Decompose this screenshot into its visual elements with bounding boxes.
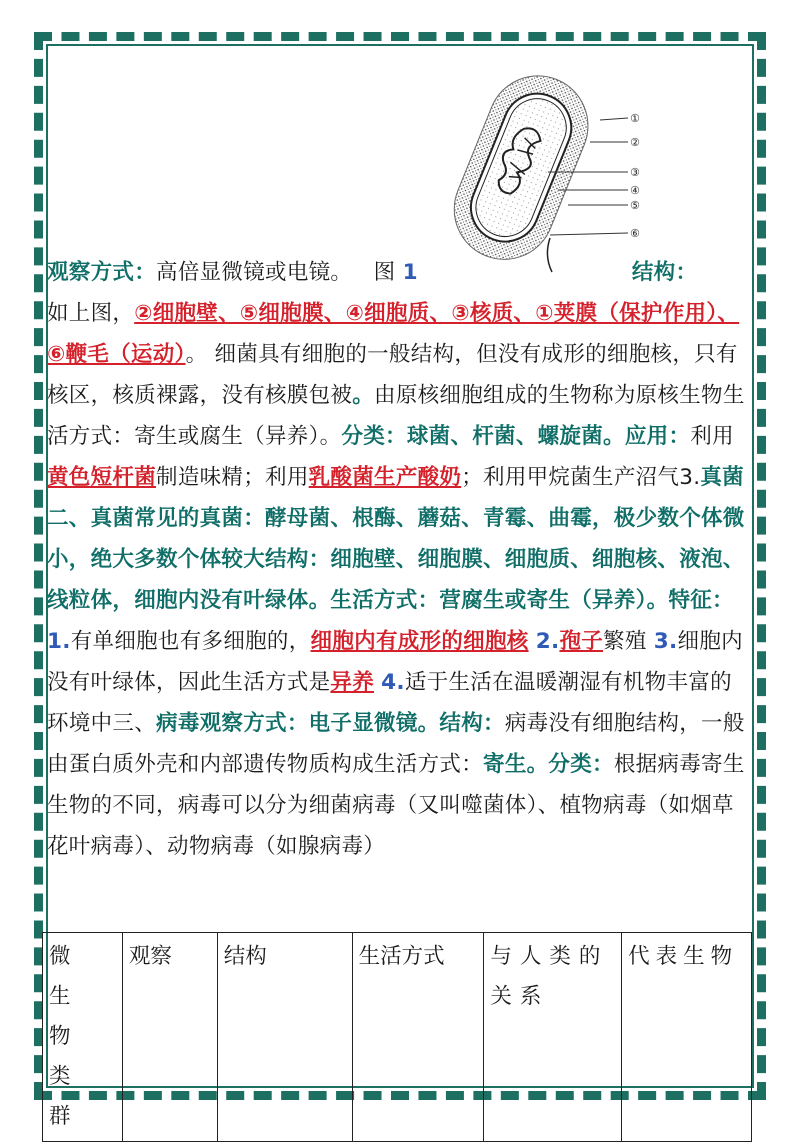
highlight-spore: 孢子 [559, 629, 604, 654]
fungi-feature-2: 繁殖 [603, 629, 654, 654]
callout-5: ⑤ [630, 199, 640, 212]
body-paragraph [47, 293, 752, 867]
fungi-feature-1: 有单细胞也有多细胞的， [70, 629, 311, 654]
callout-1: ① [630, 112, 640, 125]
highlight-corynebacterium: 黄色短杆菌 [47, 465, 157, 490]
use-text-1: 利用 [690, 424, 734, 449]
structure-label: 结构： [631, 260, 698, 285]
virus-classification-text: 根据病毒寄生生物的不同，病毒可以分为细菌病毒（又叫噬菌体）、植物病毒（如烟草花叶病毒）、动物病毒（如腺病毒） [47, 752, 745, 859]
fungi-text: 真菌二、真菌常见的真菌：酵母菌、根酶、蘑菇、青霉、曲霉，极少数个体微小，绝大多数个体较大结构：细胞壁、细胞膜、细胞质、细胞核、液泡、线粒体，细胞内没有叶绿体。生活方式：营腐生或寄生（异养）。特征： [47, 465, 745, 613]
prokaryote-text: 由原核细胞组成的生物称为原核生物生活方式：寄生或腐生（异养）。 [47, 383, 745, 449]
header-lifestyle: 生活方式 [352, 933, 484, 1142]
table-header-row [43, 933, 752, 1142]
use-text-3: ；利用甲烷菌生产沼气3. [461, 465, 701, 490]
classification-text: 分类：球菌、杆菌、螺旋菌。应用： [341, 424, 691, 449]
observe-label: 观察方式： [47, 260, 157, 285]
fig-word: 图 [373, 260, 396, 285]
fig-num: 1 [402, 260, 418, 285]
period: 。 [185, 342, 208, 367]
number-3: 3. [653, 629, 678, 654]
intro-text: 如上图， [47, 301, 135, 326]
fungi-feature-3: 细胞内没有叶绿体，因此生活方式是 [47, 629, 743, 695]
virus-lifestyle: 寄生。分类： [483, 752, 614, 777]
header-representative: 代表生物 [622, 933, 752, 1142]
observe-line [47, 252, 752, 293]
highlight-nucleus: 细胞内有成形的细胞核 [310, 629, 529, 654]
period-2: 。 [352, 383, 375, 408]
summary-table [42, 932, 752, 1142]
use-text-2: 制造味精；利用 [156, 465, 309, 490]
header-structure: 结构 [217, 933, 352, 1142]
number-1: 1. [47, 629, 71, 654]
virus-heading: 病毒观察方式：电子显微镜。结构： [156, 711, 505, 736]
structure-list: ②细胞壁、⑤细胞膜、④细胞质、③核质、①荚膜（保护作用）、⑥鞭毛（运动） [47, 301, 740, 367]
callout-6: ⑥ [630, 227, 640, 240]
fungi-feature-4: 适于生活在温暖潮湿有机物丰富的环境中三、 [47, 670, 732, 736]
bacteria-text: 细菌具有细胞的一般结构，但没有成形的细胞核，只有核区，核质裸露，没有核膜包被 [47, 342, 738, 408]
header-relation: 与人类的关系 [484, 933, 622, 1142]
observe-text: 高倍显微镜或电镜。 [156, 260, 353, 285]
number-2: 2. [535, 629, 560, 654]
number-4: 4. [381, 670, 405, 695]
header-group: 微生物类群 [43, 933, 123, 1142]
highlight-heterotroph: 异养 [330, 670, 375, 695]
callout-4: ④ [630, 184, 640, 197]
header-observe: 观察 [122, 933, 217, 1142]
main-text [47, 252, 752, 867]
callout-3: ③ [630, 166, 640, 179]
highlight-lactobacillus: 乳酸菌生产酸奶 [308, 465, 462, 490]
virus-structure-text: 病毒没有细胞结构，一般由蛋白质外壳和内部遗传物质构成生活方式： [47, 711, 745, 777]
callout-2: ② [630, 136, 640, 149]
bacterium-diagram [450, 60, 660, 275]
